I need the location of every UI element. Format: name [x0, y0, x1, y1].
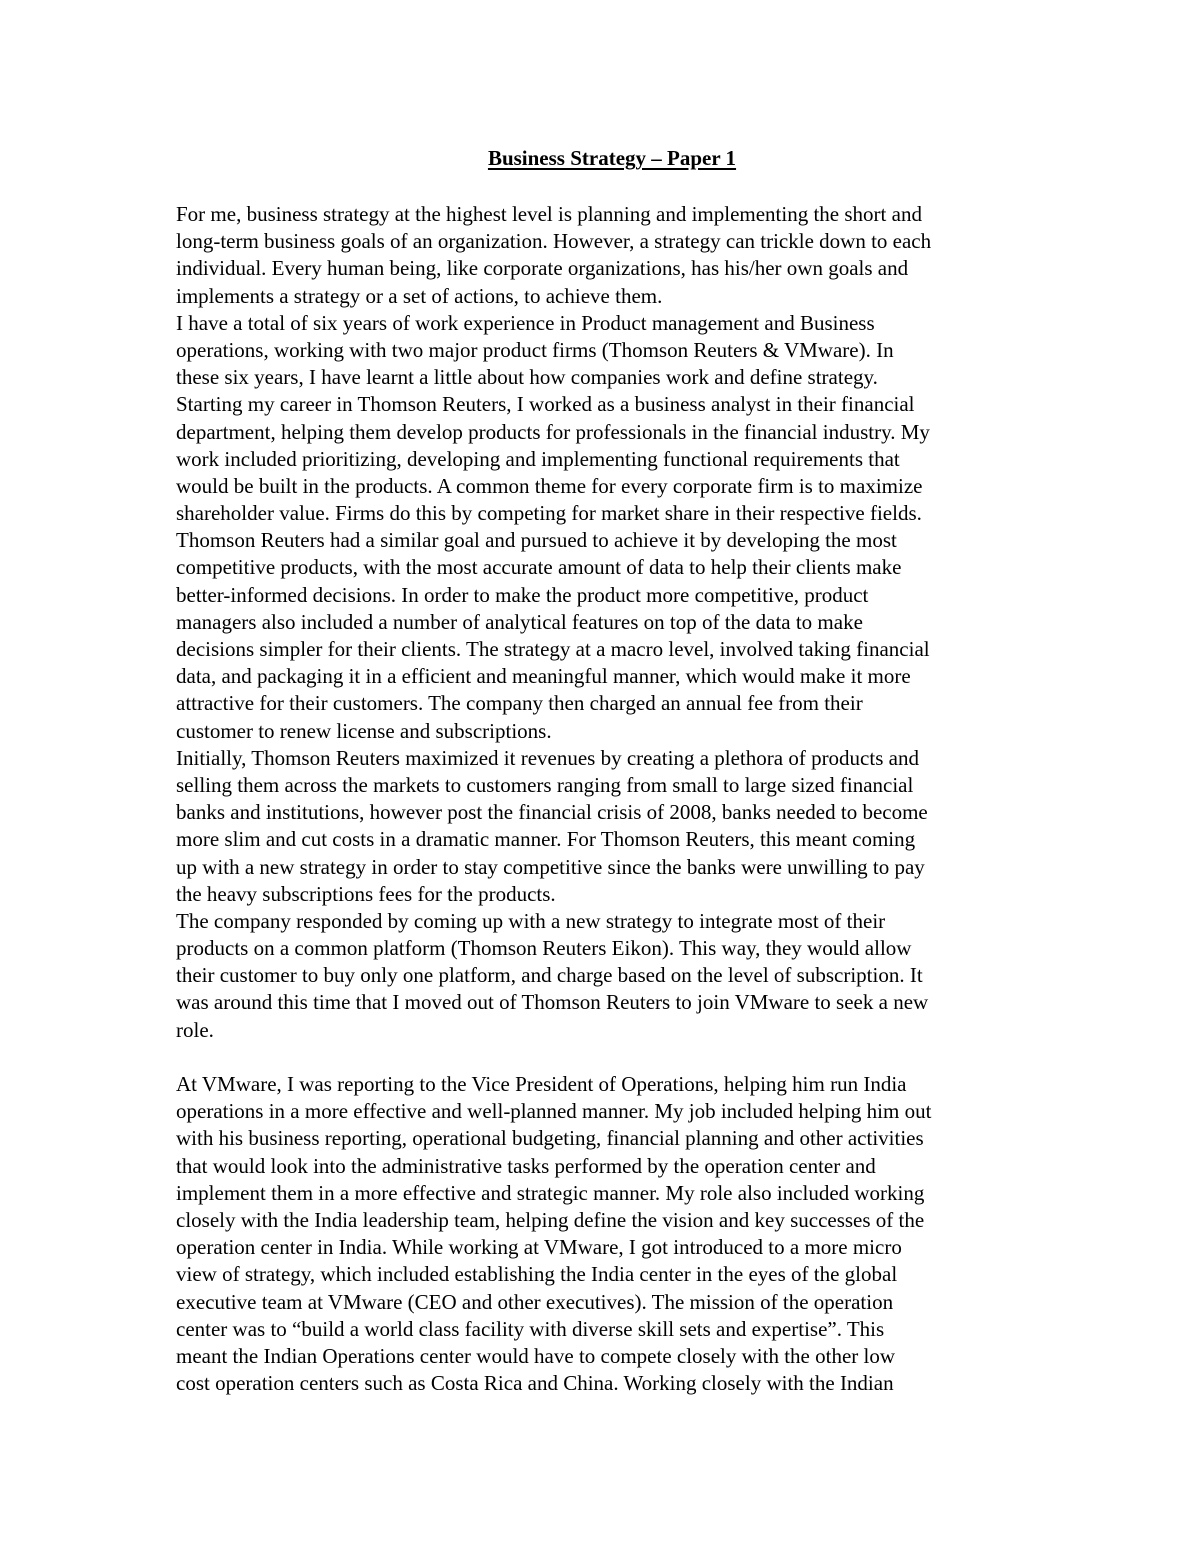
body-line: operation center in India. While working at VMware, I got introduced to a more micro — [176, 1235, 902, 1260]
body-line: The company responded by coming up with a new strategy to integrate most of their — [176, 908, 886, 933]
body-line: executive team at VMware (CEO and other executives). The mission of the operation — [176, 1289, 894, 1314]
body-line: center was to “build a world class facility with diverse skill sets and expertise”. This — [176, 1316, 885, 1341]
body-line: selling them across the markets to customers ranging from small to large sized financial — [176, 772, 914, 797]
body-line: decisions simpler for their clients. The strategy at a macro level, involved taking financial — [176, 637, 930, 661]
body-line: Starting my career in Thomson Reuters, I worked as a business analyst in their financial — [176, 392, 915, 417]
body-line: attractive for their customers. The company then charged an annual fee from their — [176, 691, 863, 716]
body-line: better-informed decisions. In order to make the product more competitive, product — [176, 582, 869, 607]
body-line: implement them in a more effective and strategic manner. My role also included working — [176, 1180, 925, 1205]
body-line: shareholder value. Firms do this by competing for market share in their respective fields. — [176, 501, 922, 526]
body-line: cost operation centers such as Costa Rica and China. Working closely with the Indian — [176, 1371, 894, 1396]
body-line: with his business reporting, operational budgeting, financial planning and other activities — [176, 1126, 924, 1151]
body-line: managers also included a number of analytical features on top of the data to make — [176, 609, 863, 634]
document-title: Business Strategy – Paper 1 — [487, 146, 737, 170]
body-line: customer to renew license and subscriptions. — [176, 718, 552, 743]
body-line: role. — [176, 1017, 214, 1042]
body-line: banks and institutions, however post the financial crisis of 2008, banks needed to become — [176, 800, 928, 825]
body-line: would be built in the products. A common theme for every corporate firm is to maximize — [176, 473, 923, 498]
body-line: implements a strategy or a set of actions, to achieve them. — [176, 283, 663, 308]
body-line — [176, 1044, 1056, 1071]
body-line: operations in a more effective and well-planned manner. My job included helping him out — [176, 1099, 932, 1124]
body-line: long-term business goals of an organization. However, a strategy can trickle down to each — [176, 229, 932, 254]
body-line: the heavy subscriptions fees for the products. — [176, 881, 556, 906]
body-line: At VMware, I was reporting to the Vice President of Operations, helping him run India — [176, 1072, 907, 1096]
body-line: department, helping them develop products for professionals in the financial industry. My — [176, 419, 930, 444]
body-line: was around this time that I moved out of Thomson Reuters to join VMware to seek a new — [176, 990, 929, 1015]
body-line: data, and packaging it in a efficient and meaningful manner, which would make it more — [176, 664, 911, 689]
body-line: these six years, I have learnt a little about how companies work and define strategy. — [176, 365, 878, 390]
body-line: closely with the India leadership team, helping define the vision and key successes of the — [176, 1207, 925, 1232]
body-line: Thomson Reuters had a similar goal and pursued to achieve it by developing the most — [176, 528, 897, 553]
body-line: Initially, Thomson Reuters maximized it revenues by creating a plethora of products and — [176, 745, 919, 770]
body-line: products on a common platform (Thomson Reuters Eikon). This way, they would allow — [176, 936, 912, 961]
document-body — [176, 201, 1056, 1397]
body-line: up with a new strategy in order to stay competitive since the banks were unwilling to pay — [176, 854, 925, 879]
body-line: that would look into the administrative tasks performed by the operation center and — [176, 1153, 876, 1178]
body-line: competitive products, with the most accurate amount of data to help their clients make — [176, 555, 902, 580]
body-line: operations, working with two major product firms (Thomson Reuters & VMware). In — [176, 337, 894, 362]
body-line: more slim and cut costs in a dramatic manner. For Thomson Reuters, this meant coming — [176, 827, 916, 852]
body-line: For me, business strategy at the highest level is planning and implementing the short and — [176, 202, 922, 226]
body-line: meant the Indian Operations center would have to compete closely with the other low — [176, 1343, 896, 1368]
body-line: I have a total of six years of work experience in Product management and Business — [176, 310, 875, 335]
body-line: work included prioritizing, developing and implementing functional requirements that — [176, 446, 900, 471]
body-line: individual. Every human being, like corporate organizations, has his/her own goals and — [176, 256, 909, 281]
body-line: view of strategy, which included establishing the India center in the eyes of the global — [176, 1262, 898, 1287]
body-line: their customer to buy only one platform, and charge based on the level of subscription. It — [176, 963, 923, 988]
